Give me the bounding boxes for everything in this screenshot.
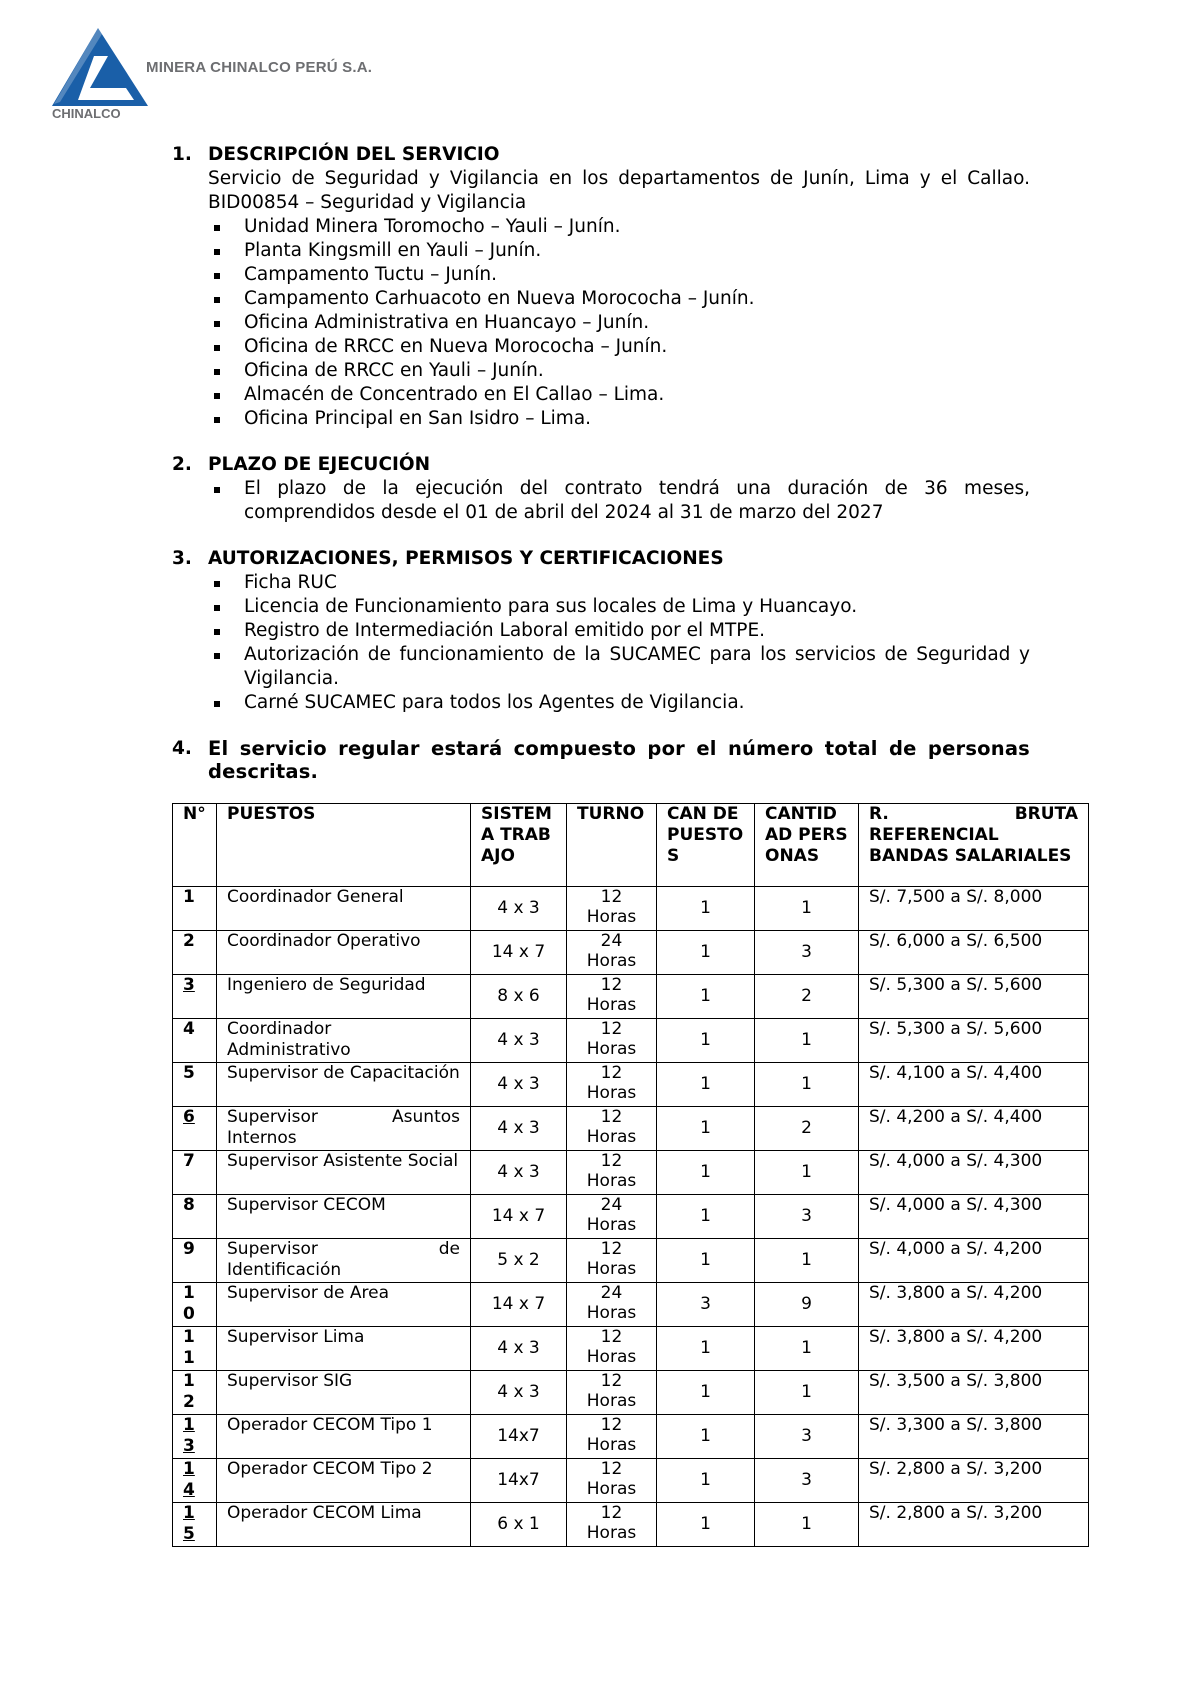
- turno-cell: [567, 887, 657, 931]
- personas-count-cell: 1: [755, 1151, 859, 1195]
- turno-cell: [567, 1503, 657, 1547]
- turno-unit: Horas: [586, 1303, 637, 1323]
- puesto-cell: Coordinador General: [217, 887, 471, 931]
- table-row: [173, 887, 1089, 931]
- puestos-count-cell: 1: [657, 887, 755, 931]
- turno-hours: 12: [600, 1415, 623, 1435]
- section-number: 1.: [172, 144, 192, 165]
- row-number: 9: [173, 1239, 217, 1283]
- row-number: 1: [173, 887, 217, 931]
- turno-hours: 24: [600, 1283, 623, 1303]
- personas-count-cell: 1: [755, 887, 859, 931]
- row-number: 13: [173, 1415, 217, 1459]
- table-row: [173, 1503, 1089, 1547]
- salary-band-cell: S/. 7,500 a S/. 8,000: [859, 887, 1089, 931]
- row-number: 5: [173, 1063, 217, 1107]
- list-item: Licencia de Funcionamiento para sus locales de Lima y Huancayo.: [208, 595, 1030, 619]
- personas-count-cell: 1: [755, 1327, 859, 1371]
- salary-band-cell: S/. 4,000 a S/. 4,300: [859, 1151, 1089, 1195]
- personas-count-cell: 3: [755, 931, 859, 975]
- turno-unit: Horas: [586, 907, 637, 927]
- row-number: 2: [173, 931, 217, 975]
- row-number: 3: [173, 975, 217, 1019]
- puesto-cell: Supervisor de Identificación: [217, 1239, 471, 1283]
- row-number: 8: [173, 1195, 217, 1239]
- list-item: Ficha RUC: [208, 571, 1030, 595]
- table-row: [173, 931, 1089, 975]
- sistema-cell: 6 x 1: [471, 1503, 567, 1547]
- salary-band-cell: S/. 4,100 a S/. 4,400: [859, 1063, 1089, 1107]
- turno-unit: Horas: [586, 1215, 637, 1235]
- sistema-cell: 4 x 3: [471, 1327, 567, 1371]
- turno-hours: 12: [600, 1107, 623, 1127]
- puesto-cell: Operador CECOM Lima: [217, 1503, 471, 1547]
- turno-cell: [567, 931, 657, 975]
- table-header-row: [173, 804, 1089, 887]
- salary-band-cell: S/. 2,800 a S/. 3,200: [859, 1459, 1089, 1503]
- section-number: 2.: [172, 454, 192, 475]
- puesto-cell: Coordinador Administrativo: [217, 1019, 471, 1063]
- puesto-cell: Operador CECOM Tipo 1: [217, 1415, 471, 1459]
- turno-cell: [567, 1019, 657, 1063]
- row-number: 6: [173, 1107, 217, 1151]
- turno-unit: Horas: [586, 951, 637, 971]
- list-item: El plazo de la ejecución del contrato tendrá una duración de 36 meses, comprendidos desde el 01 de abril del 2024 al 31 de marzo del 2027: [208, 477, 1030, 525]
- turno-hours: 12: [600, 1371, 623, 1391]
- turno-hours: 12: [600, 1503, 623, 1523]
- section-paragraph: Servicio de Seguridad y Vigilancia en los departamentos de Junín, Lima y el Callao. BID00854 – Seguridad y Vigilancia: [208, 168, 1030, 213]
- table-row: [173, 1195, 1089, 1239]
- turno-cell: [567, 1195, 657, 1239]
- list-item: Registro de Intermediación Laboral emitido por el MTPE.: [208, 619, 1030, 643]
- row-number: 10: [173, 1283, 217, 1327]
- staffing-table: [172, 803, 1089, 1547]
- turno-unit: Horas: [586, 1479, 637, 1499]
- column-header: R. BRUTA REFERENCIAL BANDAS SALARIALES: [859, 804, 1089, 887]
- column-header: PUESTOS: [217, 804, 471, 887]
- brand-name: CHINALCO: [52, 106, 121, 121]
- column-header: TURNO: [567, 804, 657, 887]
- row-number: 11: [173, 1327, 217, 1371]
- personas-count-cell: 1: [755, 1239, 859, 1283]
- list-item: Almacén de Concentrado en El Callao – Lima.: [208, 383, 1030, 407]
- plazo-list: [208, 477, 1030, 525]
- puestos-count-cell: 1: [657, 1195, 755, 1239]
- table-row: [173, 1151, 1089, 1195]
- sistema-cell: 8 x 6: [471, 975, 567, 1019]
- turno-unit: Horas: [586, 995, 637, 1015]
- table-row: [173, 1239, 1089, 1283]
- puestos-count-cell: 1: [657, 975, 755, 1019]
- puesto-cell: Supervisor Asuntos Internos: [217, 1107, 471, 1151]
- column-header: CAN DE PUESTOS: [657, 804, 755, 887]
- puestos-count-cell: 1: [657, 1019, 755, 1063]
- puesto-cell: Supervisor Asistente Social: [217, 1151, 471, 1195]
- turno-cell: [567, 1063, 657, 1107]
- turno-hours: 12: [600, 887, 623, 907]
- turno-cell: [567, 1459, 657, 1503]
- personas-count-cell: 1: [755, 1019, 859, 1063]
- salary-band-cell: S/. 3,500 a S/. 3,800: [859, 1371, 1089, 1415]
- puestos-count-cell: 1: [657, 1415, 755, 1459]
- turno-cell: [567, 1151, 657, 1195]
- section-title: DESCRIPCIÓN DEL SERVICIO: [208, 144, 500, 165]
- puestos-count-cell: 1: [657, 1503, 755, 1547]
- sistema-cell: 5 x 2: [471, 1239, 567, 1283]
- puestos-count-cell: 1: [657, 1371, 755, 1415]
- row-number: 12: [173, 1371, 217, 1415]
- salary-band-cell: S/. 3,800 a S/. 4,200: [859, 1283, 1089, 1327]
- turno-hours: 12: [600, 1327, 623, 1347]
- sistema-cell: 14 x 7: [471, 1195, 567, 1239]
- turno-cell: [567, 975, 657, 1019]
- section-descripcion: [172, 143, 1030, 431]
- list-item: Campamento Tuctu – Junín.: [208, 263, 1030, 287]
- chinalco-logo-icon: [50, 26, 150, 112]
- puestos-count-cell: 1: [657, 1151, 755, 1195]
- section-plazo: [172, 453, 1030, 525]
- sistema-cell: 4 x 3: [471, 1019, 567, 1063]
- turno-unit: Horas: [586, 1127, 637, 1147]
- salary-band-cell: S/. 5,300 a S/. 5,600: [859, 1019, 1089, 1063]
- table-row: [173, 1283, 1089, 1327]
- puesto-cell: Supervisor de Area: [217, 1283, 471, 1327]
- turno-unit: Horas: [586, 1391, 637, 1411]
- section-number: 4.: [172, 738, 192, 759]
- location-list: [208, 215, 1030, 431]
- list-item: Oficina Principal en San Isidro – Lima.: [208, 407, 1030, 431]
- table-row: [173, 1371, 1089, 1415]
- sistema-cell: 14x7: [471, 1415, 567, 1459]
- turno-hours: 12: [600, 1239, 623, 1259]
- row-number: 4: [173, 1019, 217, 1063]
- puesto-cell: Ingeniero de Seguridad: [217, 975, 471, 1019]
- turno-cell: [567, 1327, 657, 1371]
- section-title: AUTORIZACIONES, PERMISOS Y CERTIFICACIONES: [208, 548, 724, 569]
- list-item: Unidad Minera Toromocho – Yauli – Junín.: [208, 215, 1030, 239]
- sistema-cell: 4 x 3: [471, 1107, 567, 1151]
- company-name: MINERA CHINALCO PERÚ S.A.: [146, 59, 373, 76]
- turno-hours: 12: [600, 1459, 623, 1479]
- row-number: 7: [173, 1151, 217, 1195]
- column-header: CANTIDAD PERSONAS: [755, 804, 859, 887]
- salary-band-cell: S/. 3,800 a S/. 4,200: [859, 1327, 1089, 1371]
- table-row: [173, 1459, 1089, 1503]
- table-row: [173, 1019, 1089, 1063]
- turno-cell: [567, 1371, 657, 1415]
- turno-unit: Horas: [586, 1259, 637, 1279]
- salary-band-cell: S/. 4,000 a S/. 4,300: [859, 1195, 1089, 1239]
- section-autorizaciones: [172, 547, 1030, 715]
- section-servicio-regular: [172, 737, 1030, 783]
- section-title: PLAZO DE EJECUCIÓN: [208, 454, 431, 475]
- section-number: 3.: [172, 548, 192, 569]
- personas-count-cell: 3: [755, 1195, 859, 1239]
- puestos-count-cell: 3: [657, 1283, 755, 1327]
- sistema-cell: 4 x 3: [471, 1063, 567, 1107]
- personas-count-cell: 2: [755, 975, 859, 1019]
- sistema-cell: 4 x 3: [471, 1371, 567, 1415]
- puestos-count-cell: 1: [657, 931, 755, 975]
- table-row: [173, 975, 1089, 1019]
- table-row: [173, 1063, 1089, 1107]
- salary-band-cell: S/. 2,800 a S/. 3,200: [859, 1503, 1089, 1547]
- salary-band-cell: S/. 4,200 a S/. 4,400: [859, 1107, 1089, 1151]
- section-title: El servicio regular estará compuesto por el número total de personas descritas.: [208, 737, 1030, 783]
- puesto-cell: Supervisor de Capacitación: [217, 1063, 471, 1107]
- turno-unit: Horas: [586, 1347, 637, 1367]
- turno-hours: 12: [600, 1151, 623, 1171]
- table-row: [173, 1415, 1089, 1459]
- turno-unit: Horas: [586, 1435, 637, 1455]
- puesto-cell: Supervisor SIG: [217, 1371, 471, 1415]
- turno-cell: [567, 1239, 657, 1283]
- sistema-cell: 4 x 3: [471, 887, 567, 931]
- puestos-count-cell: 1: [657, 1239, 755, 1283]
- list-item: Campamento Carhuacoto en Nueva Morococha – Junín.: [208, 287, 1030, 311]
- turno-unit: Horas: [586, 1171, 637, 1191]
- turno-cell: [567, 1107, 657, 1151]
- salary-band-cell: S/. 6,000 a S/. 6,500: [859, 931, 1089, 975]
- personas-count-cell: 1: [755, 1063, 859, 1107]
- list-item: Autorización de funcionamiento de la SUCAMEC para los servicios de Seguridad y Vigilancia.: [208, 643, 1030, 691]
- turno-cell: [567, 1283, 657, 1327]
- turno-unit: Horas: [586, 1523, 637, 1543]
- puesto-cell: Supervisor CECOM: [217, 1195, 471, 1239]
- document-body: [172, 143, 1030, 805]
- column-header: N°: [173, 804, 217, 887]
- sistema-cell: 4 x 3: [471, 1151, 567, 1195]
- turno-hours: 12: [600, 1019, 623, 1039]
- turno-hours: 24: [600, 931, 623, 951]
- puestos-count-cell: 1: [657, 1107, 755, 1151]
- puestos-count-cell: 1: [657, 1063, 755, 1107]
- personas-count-cell: 3: [755, 1459, 859, 1503]
- salary-band-cell: S/. 3,300 a S/. 3,800: [859, 1415, 1089, 1459]
- turno-unit: Horas: [586, 1039, 637, 1059]
- turno-hours: 12: [600, 975, 623, 995]
- list-item: Oficina de RRCC en Yauli – Junín.: [208, 359, 1030, 383]
- turno-hours: 24: [600, 1195, 623, 1215]
- row-number: 15: [173, 1503, 217, 1547]
- table-row: [173, 1107, 1089, 1151]
- personas-count-cell: 3: [755, 1415, 859, 1459]
- list-item: Oficina de RRCC en Nueva Morococha – Junín.: [208, 335, 1030, 359]
- salary-band-cell: S/. 5,300 a S/. 5,600: [859, 975, 1089, 1019]
- list-item: Planta Kingsmill en Yauli – Junín.: [208, 239, 1030, 263]
- turno-cell: [567, 1415, 657, 1459]
- sistema-cell: 14 x 7: [471, 931, 567, 975]
- personas-count-cell: 9: [755, 1283, 859, 1327]
- table-row: [173, 1327, 1089, 1371]
- column-header: SISTEMA TRABAJO: [471, 804, 567, 887]
- sistema-cell: 14x7: [471, 1459, 567, 1503]
- turno-unit: Horas: [586, 1083, 637, 1103]
- salary-band-cell: S/. 4,000 a S/. 4,200: [859, 1239, 1089, 1283]
- list-item: Carné SUCAMEC para todos los Agentes de Vigilancia.: [208, 691, 1030, 715]
- permits-list: [208, 571, 1030, 715]
- puestos-count-cell: 1: [657, 1459, 755, 1503]
- personas-count-cell: 2: [755, 1107, 859, 1151]
- sistema-cell: 14 x 7: [471, 1283, 567, 1327]
- list-item: Oficina Administrativa en Huancayo – Junín.: [208, 311, 1030, 335]
- puestos-count-cell: 1: [657, 1327, 755, 1371]
- personas-count-cell: 1: [755, 1371, 859, 1415]
- personas-count-cell: 1: [755, 1503, 859, 1547]
- puesto-cell: Operador CECOM Tipo 2: [217, 1459, 471, 1503]
- turno-hours: 12: [600, 1063, 623, 1083]
- puesto-cell: Supervisor Lima: [217, 1327, 471, 1371]
- row-number: 14: [173, 1459, 217, 1503]
- company-logo: [50, 26, 430, 126]
- puesto-cell: Coordinador Operativo: [217, 931, 471, 975]
